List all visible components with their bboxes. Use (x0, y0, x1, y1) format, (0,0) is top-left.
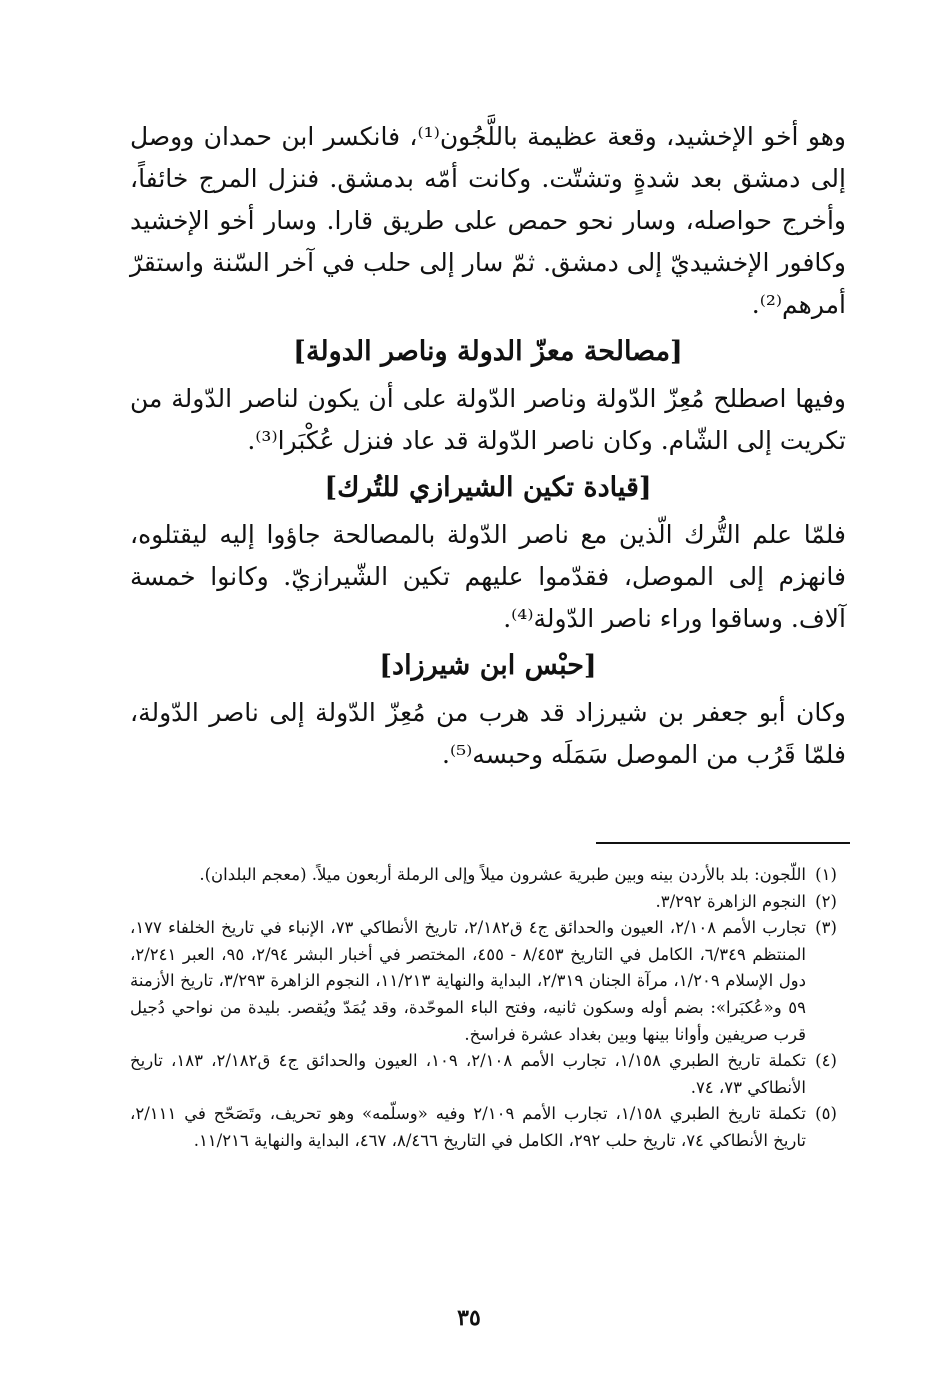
footnote-number: (٣) (815, 918, 837, 938)
section-heading-imprisonment: [حبْس ابن شيرزاد] (379, 650, 597, 681)
footnote-number: (٢) (815, 891, 837, 911)
footnote-number: (٥) (815, 1104, 837, 1124)
footnote-1 (130, 862, 846, 889)
footnote-text: اللّجون: بلد بالأردن بينه وبين طبرية عشرون ميلاً وإلى الرملة أربعون ميلاً. (معجم البلدان). (199, 865, 806, 884)
footnotes (130, 862, 846, 1155)
footnote-number: (٤) (815, 1051, 837, 1071)
footnote-3 (130, 915, 846, 1048)
section-heading-reconciliation: [مصالحة معزّ الدولة وناصر الدولة] (293, 336, 683, 367)
footnote-text: تكملة تاريخ الطبري ١/١٥٨، تجارب الأمم ٢/١٠٨، ١٠٩، العيون والحدائق ج٤ ق٢/١٨٢، ١٨٣، تاريخ الأنطاكي ٧٣، ٧٤. (130, 1051, 807, 1097)
paragraph-3: فلمّا علم التُّرك الّذين مع ناصر الدّولة بالمصالحة جاؤوا إليه ليقتلوه، فانهزم إلى الموصل، فقدّموا عليهم تكين الشّيرازيّ. وكانوا خمسة آلاف. وساقوا وراء ناصر الدّولة⁽⁴⁾. (130, 520, 846, 633)
footnote-separator (596, 842, 850, 844)
footnote-text: النجوم الزاهرة ٣/٢٩٢. (655, 891, 806, 911)
paragraph-4: وكان أبو جعفر بن شيرزاد قد هرب من مُعِزّ الدّولة إلى ناصر الدّولة، فلمّا قَرُب من الموصل سَمَلَه وحبسه⁽⁵⁾. (130, 698, 846, 769)
page-number: ٣٥ (457, 1305, 481, 1331)
paragraph-2: وفيها اصطلح مُعِزّ الدّولة وناصر الدّولة على أن يكون لناصر الدّولة من تكريت إلى الشّام. وكان ناصر الدّولة قد عاد فنزل عُكْبَرا⁽³⁾. (130, 384, 846, 455)
footnote-number: (١) (815, 865, 837, 884)
section-heading-takin: [قيادة تكين الشيرازي للتُرك] (324, 472, 652, 503)
paragraph-1: وهو أخو الإخشيد، وقعة عظيمة باللَّجُون⁽¹⁾، فانكسر ابن حمدان ووصل إلى دمشق بعد شدةٍ وتشتّت. وكانت أمّه بدمشق. فنزل المرج خائفاً، وأخرج حواصله، وسار نحو حمص على طريق قارا. وسار أخو الإخشيد وكافور الإخشيديّ إلى دمشق. ثمّ سار إلى حلب في آخر السّنة واستقرّ أمرهم⁽²⁾. (130, 122, 846, 319)
footnote-4 (130, 1048, 846, 1101)
footnote-text: تجارب الأمم ٢/١٠٨، العيون والحدائق ج٤ ق٢/١٨٢، تاريخ الأنطاكي ٧٣، الإنباء في تاريخ الخلفاء ١٧٧، المنتظم ٦/٣٤٩، الكامل في التاريخ ٨/٤٥٣ - ٤٥٥، المختصر في أخبار البشر ٢/٩٤، ٩٥، العبر ٢/٢٤١، دول الإسلام ١/٢٠٩، مرآة الجنان ٢/٣١٩، البداية والنهاية ١١/٢١٣، النجوم الزاهرة ٣/٢٩٣، تاريخ الأزمنة ٥٩ و«عُكبَرا»: بضم أوله وسكون ثانيه، وفتح الباء الموحّدة، وقد يُمَدّ ويُقصر. بليدة من نواحي دُجيل قرب صريفين وأوانا بينها وبين بغداد عشرة فراسخ. (130, 918, 806, 1044)
footnote-2 (130, 889, 846, 916)
main-text (130, 116, 846, 776)
footnote-text: تكملة تاريخ الطبري ١/١٥٨، تجارب الأمم ٢/١٠٩ وفيه «وسلّمه» وهو تحريف، وتَصَحّح في ٢/١١١، تاريخ الأنطاكي ٧٤، تاريخ حلب ٢٩٢، الكامل في التاريخ ٨/٤٦٦، ٤٦٧، البداية والنهاية ١١/٢١٦. (130, 1104, 806, 1150)
footnote-5 (130, 1101, 846, 1154)
